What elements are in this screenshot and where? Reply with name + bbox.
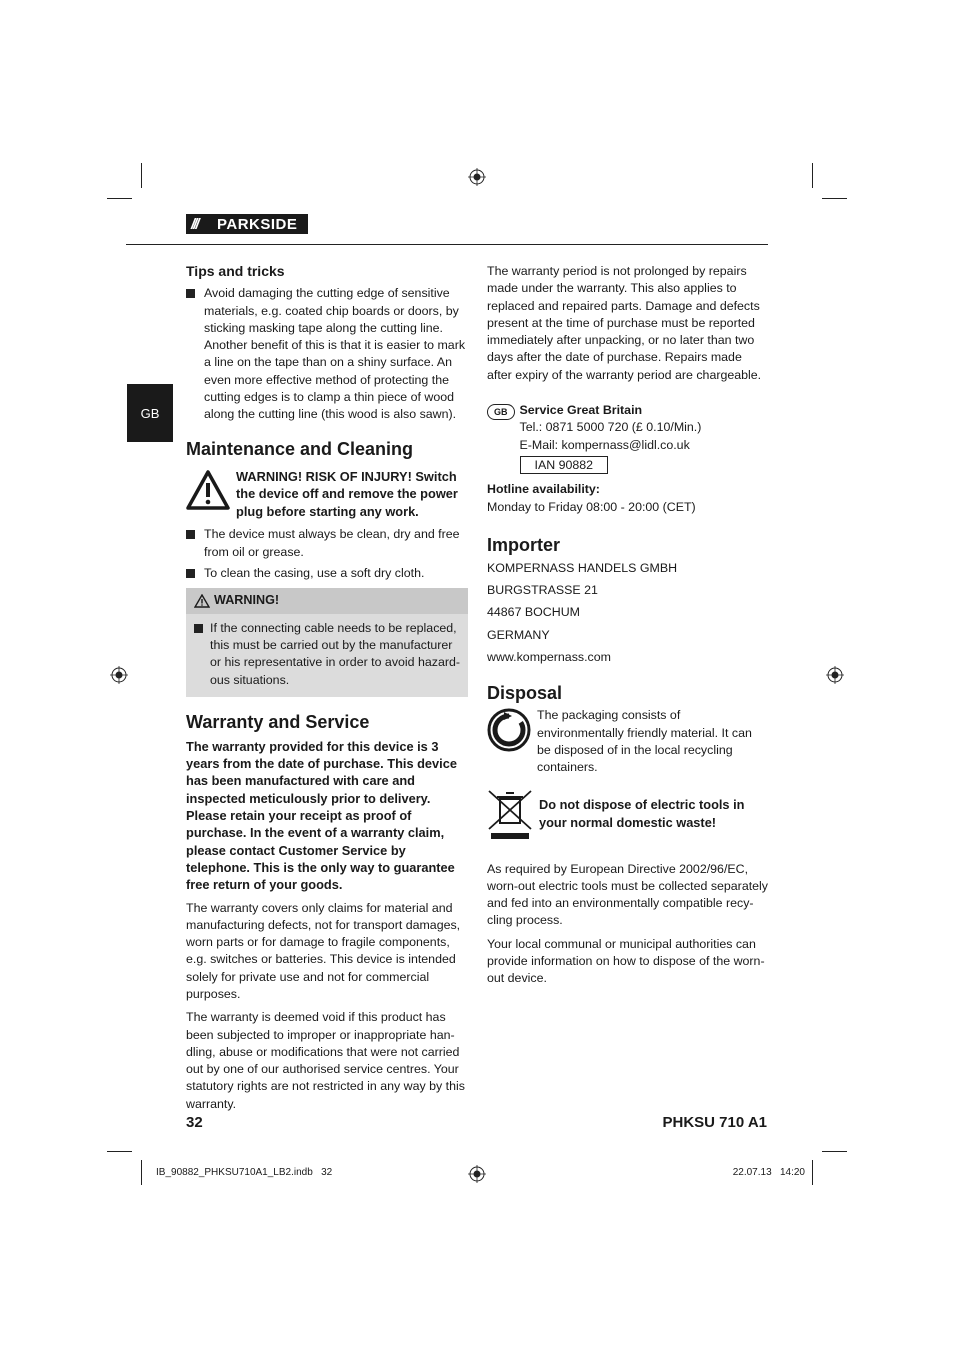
language-tab: GB <box>127 384 173 442</box>
parkside-logo <box>186 214 308 234</box>
header-rule <box>126 244 768 245</box>
maintenance-warning-block <box>186 468 468 521</box>
crop-mark <box>107 198 132 199</box>
maintenance-bullet: The device must always be clean, dry and free from oil or grease. <box>186 526 468 561</box>
warning-box-bullet: If the connecting cable needs to be replaced, this must be carried out by the manufacturer or his representative in order to avoid hazard-ous situations. <box>194 620 460 689</box>
weee-block <box>487 789 769 839</box>
gb-country-badge: GB <box>487 404 515 420</box>
warranty-bold-paragraph: The warranty provided for this device is 3 years from the date of purchase. This device has been manufactured with care and inspected meticulously prior to delivery. Please retain your receipt as proof of purchase. In the event of a warranty claim, please contact Customer Service by telephone. This is the only way to guarantee free return of your goods. <box>186 738 457 893</box>
tips-heading: Tips and tricks <box>186 263 285 279</box>
service-title: Service Great Britain <box>519 403 643 418</box>
green-dot-recycle-icon <box>487 708 531 752</box>
packaging-text: The packaging consists of environmentally friendly material. It can be disposed of in the local recycling containers. <box>537 708 752 775</box>
warning-box <box>186 588 468 696</box>
file-info: IB_90882_PHKSU710A1_LB2.indb 32 <box>156 1167 333 1178</box>
crop-mark <box>812 163 813 188</box>
warning-triangle-icon <box>194 594 210 608</box>
logo-slashes: /// <box>191 215 198 233</box>
disposal-paragraph: Your local communal or municipal authorities can provide information on how to dispose of the worn-out device. <box>487 936 765 986</box>
maintenance-heading: Maintenance and Cleaning <box>186 438 414 459</box>
importer-line: GERMANY <box>487 627 550 642</box>
hotline-label: Hotline availability: <box>487 482 600 497</box>
page-number: 32 <box>186 1114 203 1131</box>
registration-mark-icon <box>468 1165 486 1183</box>
disposal-paragraph: As required by European Directive 2002/96/EC, worn-out electric tools must be collected separately and fed into an environmentally compatible recy-cling process. <box>487 861 768 928</box>
service-tel: Tel.: 0871 5000 720 (£ 0.10/Min.) <box>519 420 702 435</box>
warning-box-header <box>186 588 468 613</box>
warranty-paragraph: The warranty period is not prolonged by repairs made under the warranty. This also applies to replaced and repaired parts. Damage and defects present at the time of purchase must be reported immediately after unpacking, or no later than two days after the date of purchase. Repairs made after expiry of the warranty period are chargeable. <box>487 264 762 382</box>
print-timestamp: 22.07.13 14:20 <box>732 1167 805 1178</box>
importer-website: www.kompernass.com <box>487 650 611 665</box>
service-email: E-Mail: kompernass@lidl.co.uk <box>519 437 690 452</box>
crop-mark <box>812 1160 813 1185</box>
crop-mark <box>141 163 142 188</box>
warning-box-title: WARNING! <box>214 593 280 608</box>
crop-mark <box>822 1151 847 1152</box>
importer-line: 44867 BOCHUM <box>487 605 580 620</box>
hotline-hours: Monday to Friday 08:00 - 20:00 (CET) <box>487 499 696 514</box>
crossed-bin-icon <box>487 789 533 839</box>
ian-box: IAN 90882 <box>520 456 609 474</box>
crop-mark <box>141 1160 142 1185</box>
importer-line: BURGSTRASSE 21 <box>487 583 598 598</box>
warranty-paragraph: The warranty is deemed void if this product has been subjected to improper or inappropriate han-dling, abuse or modifications that were not carried out by one of our authorised service centres. Your statutory rights are not restricted in any way by this warranty. <box>186 1010 465 1111</box>
registration-mark-icon <box>468 168 486 186</box>
weee-warning-text: Do not dispose of electric tools in your normal domestic waste! <box>539 797 745 830</box>
registration-mark-icon <box>826 666 844 684</box>
disposal-heading: Disposal <box>487 683 563 704</box>
logo-wordmark: PARKSIDE <box>217 215 298 233</box>
warranty-heading: Warranty and Service <box>186 711 370 732</box>
maintenance-warning-text: WARNING! RISK OF INJURY! Switch the device off and remove the power plug before starting any work. <box>236 468 458 519</box>
warning-triangle-icon <box>186 470 230 510</box>
warranty-paragraph: The warranty covers only claims for material and manufacturing defects, not for transport damages, worn parts or for damage to fragile components, e.g. switches or batteries. This device is intended solely for private use and not for commercial purposes. <box>186 900 461 1001</box>
tips-bullet: Avoid damaging the cutting edge of sensitive materials, e.g. coated chip boards or doors, by sticking masking tape along the cutting line. Another benefit of this is that it is easier to mark a line on the tape than on a shiny surface. An even more effective method of protecting the cutting edges is to clamp a thin piece of wood along the cutting line (this wood is also sawn). <box>186 285 468 423</box>
packaging-block <box>487 707 769 776</box>
left-column <box>186 263 468 1119</box>
crop-mark <box>822 198 847 199</box>
model-name: PHKSU 710 A1 <box>662 1114 767 1131</box>
maintenance-bullet: To clean the casing, use a soft dry cloth. <box>186 565 468 582</box>
service-block <box>487 402 769 474</box>
crop-mark <box>107 1151 132 1152</box>
importer-heading: Importer <box>487 534 561 555</box>
right-column <box>487 263 769 994</box>
warning-box-body <box>186 614 468 697</box>
registration-mark-icon <box>110 666 128 684</box>
importer-line: KOMPERNASS HANDELS GMBH <box>487 560 678 575</box>
